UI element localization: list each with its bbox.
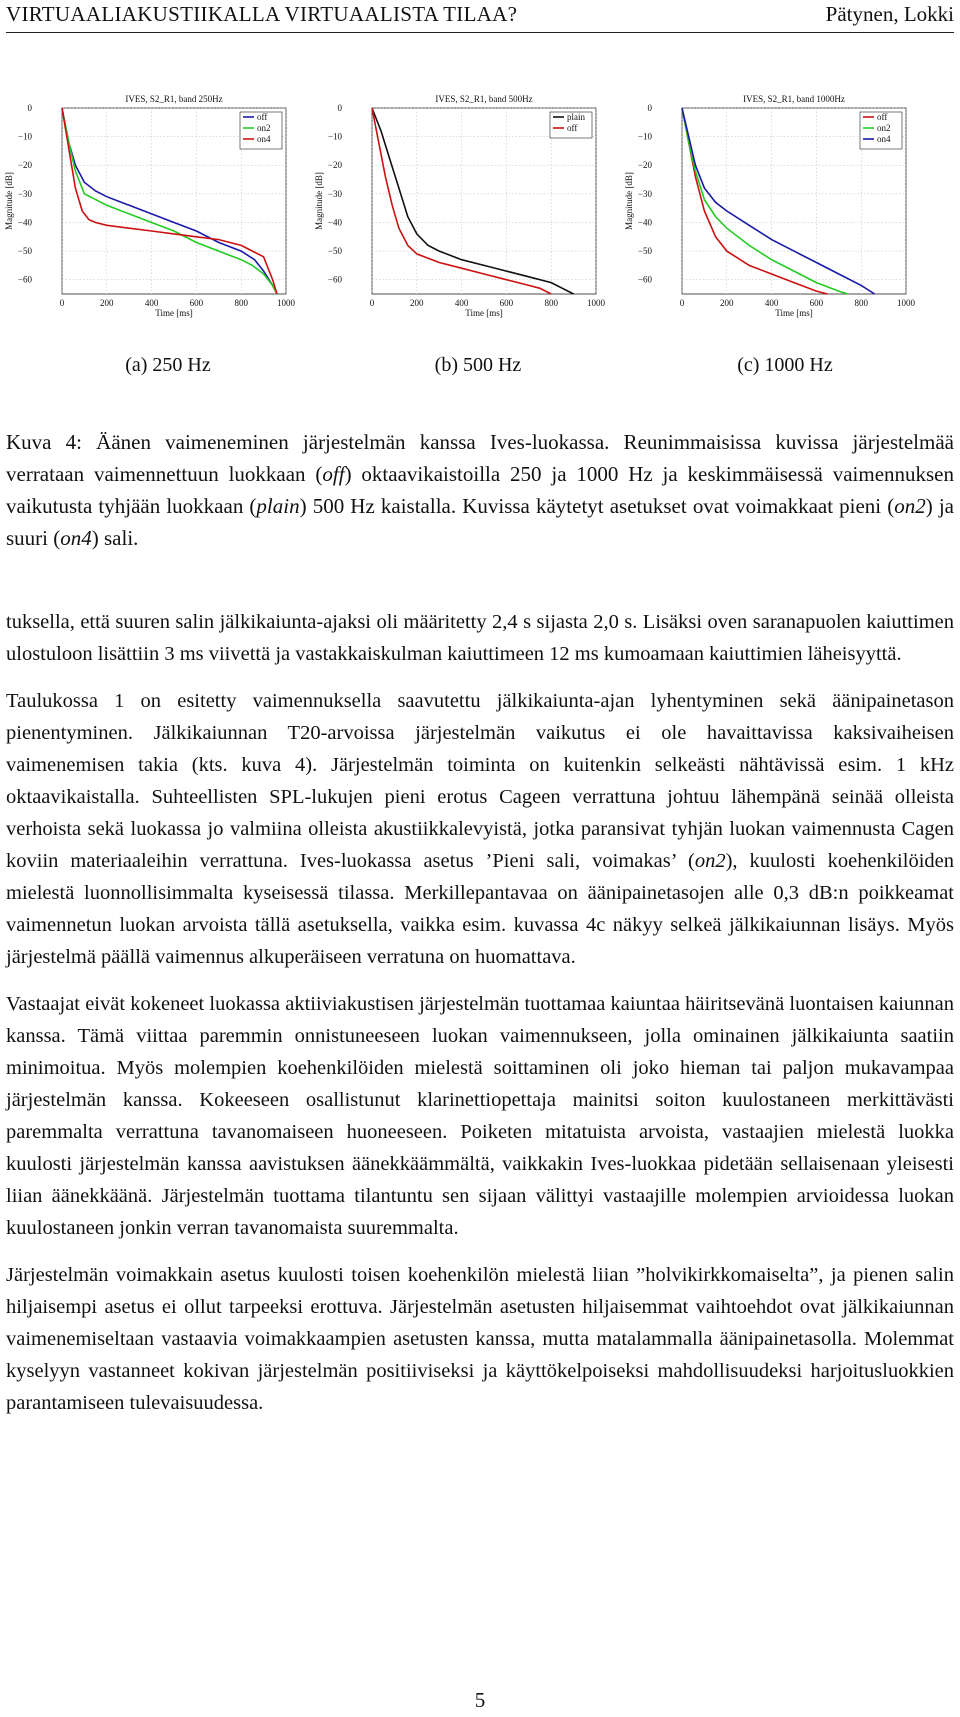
x-tick-label: 200 [720, 298, 734, 308]
figure-caption: Kuva 4: Äänen vaimeneminen järjestelmän kanssa Ives-luokassa. Reunimmaisissa kuvissa järjestelmää verrataan vaimennettuun luokkaan (off) oktaavikaistoilla 250 ja 1000 Hz ja keskimmäisessä vaimennuksen vaikutusta tyhjään luokkaan (plain) 500 Hz kaistalla. Kuvissa käytetyt asetukset ovat voimakkaat pieni (on2) ja suuri (on4) sali. [6, 430, 955, 550]
x-tick-label: 1000 [897, 298, 915, 308]
x-tick-label: 0 [369, 298, 375, 308]
y-axis-label: Magnitude [dB] [4, 172, 14, 230]
y-tick-label: −10 [637, 131, 652, 142]
y-axis-label: Magnitude [dB] [314, 172, 324, 230]
chart-title: IVES, S2_R1, band 250Hz [125, 94, 223, 104]
x-axis-label: Time [ms] [155, 308, 193, 318]
x-axis-label: Time [ms] [775, 308, 813, 318]
running-header [6, 2, 954, 33]
series-line-off [682, 108, 828, 294]
paragraph: Taulukossa 1 on esitetty vaimennuksella saavutettu jälkikaiunta-ajan lyhentyminen sekä äänipainetason pienentyminen. Jälkikaiunnan T20-arvoissa järjestelmän vaikutus ei ole havaittavissa kaksivaiheisen vaimenemisen takia (kts. kuva 4). Järjestelmän toiminta on kuitenkin selkeästi nähtävissä esim. 1 kHz oktaavikaistalla. Suhteellisten SPL-lukujen pieni erotus Cageen verrattuna johtuu lähempänä seinää olleista verhoista sekä luokassa jo valmiina olleista akustiikkalevyistä, jotka paransivat tyhjän luokan vaimennusta Cagen koviin materiaaleihin verrattuna. Ives-luokassa asetus ’Pieni sali, voimakas’ (on2), kuulosti koehenkilöiden mielestä luonnollisimmalta kyseisessä tilassa. Merkillepantavaa on äänipainetasojen alle 0,3 dB:n poikkeamat vaimennetun luokan arvoista tällä asetuksella, vaikka esim. kuvassa 4c näkyy selkeä jälkikaiunnan lisäys. Myös järjestelmä päällä vaimennus alkuperäiseen verratuna on huomattava. [6, 690, 954, 968]
y-tick-label: 0 [647, 103, 652, 113]
x-tick-label: 0 [679, 298, 685, 308]
y-tick-label: −40 [327, 217, 342, 228]
x-tick-label: 600 [499, 298, 514, 308]
x-tick-label: 400 [144, 298, 159, 308]
decay-chart-250hz [0, 86, 310, 341]
y-tick-label: −40 [17, 217, 32, 228]
subcaption-a: (a) 250 Hz [125, 354, 211, 376]
paragraph: Vastaajat eivät kokeneet luokassa aktiiviakustisen järjestelmän tuottamaa kaiuntaa häiritsevänä luontaisen kaiunnan kanssa. Tämä viittaa paremmin onnistuneeseen luokan vaimennukseen, jolla ominainen jälkikaiunta saatiin minimoitua. Myös molempien koehenkilöiden mielestä soittaminen oli joko hieman tai paljon mukavampaa järjestelmän kanssa. Kokeeseen osallistunut klarinettiopettaja mainitsi soiton kuulostaneen merkittävästi paremmalta verrattuna tavanomaiseen huoneeseen. Poiketen mitatuista arvoista, vastaajien mielestä luokka kuulosti järjestelmän kanssa aavistuksen äänekkäämmältä, vaikkakin Ives-luokkaa pidetään sellaisenaan yleisesti liian äänekkäänä. Järjestelmän tuottama tilantuntu sen sijaan välittyi vastaajille molempien arvioidessa luokan kuulostaneen jonkin verran tavanomaista suuremmalta. [6, 993, 954, 1239]
y-tick-label: −30 [637, 188, 652, 199]
x-tick-label: 200 [100, 298, 114, 308]
y-tick-label: −10 [327, 131, 342, 142]
y-tick-label: −60 [327, 274, 342, 285]
legend-label: plain [567, 112, 585, 122]
legend-label: on2 [877, 123, 891, 133]
y-tick-label: −10 [17, 131, 32, 142]
legend-label: on2 [257, 123, 271, 133]
chart-panel-b [310, 86, 620, 376]
x-tick-label: 600 [189, 298, 204, 308]
y-tick-label: 0 [27, 103, 32, 113]
x-tick-label: 400 [764, 298, 779, 308]
series-line-plain [372, 108, 574, 294]
x-tick-label: 0 [59, 298, 65, 308]
y-tick-label: −20 [637, 160, 652, 171]
y-axis-label: Magnitude [dB] [624, 172, 634, 230]
paragraph: tuksella, että suuren salin jälkikaiunta-ajaksi oli määritetty 2,4 s sijasta 2,0 s. Lisäksi oven saranapuolen kaiuttimen ulostuloon lisättiin 3 ms viivettä ja vastakkaiskulman kaiuttimeen 12 ms kumoamaan kaiuttimien läheisyyttä. [6, 611, 954, 665]
x-tick-label: 600 [809, 298, 824, 308]
legend-label: off [257, 112, 268, 122]
subcaption-c: (c) 1000 Hz [737, 354, 833, 376]
decay-chart-1000hz [620, 86, 930, 341]
x-tick-label: 800 [234, 298, 248, 308]
running-authors: Pätynen, Lokki [825, 2, 954, 26]
y-tick-label: −50 [327, 246, 342, 257]
y-tick-label: −50 [17, 246, 32, 257]
legend-label: off [877, 112, 888, 122]
chart-panel-a [0, 86, 310, 376]
series-line-on4 [682, 108, 875, 294]
y-tick-label: −50 [637, 246, 652, 257]
y-tick-label: −40 [637, 217, 652, 228]
y-tick-label: −60 [637, 274, 652, 285]
page-number: 5 [474, 1688, 486, 1712]
x-tick-label: 1000 [277, 298, 295, 308]
x-axis-label: Time [ms] [465, 308, 503, 318]
x-tick-label: 400 [454, 298, 469, 308]
y-tick-label: −60 [17, 274, 32, 285]
x-tick-label: 800 [544, 298, 558, 308]
body-text [6, 606, 954, 1434]
legend-label: off [567, 123, 578, 133]
y-tick-label: 0 [337, 103, 342, 113]
x-tick-label: 800 [854, 298, 868, 308]
y-tick-label: −30 [17, 188, 32, 199]
x-tick-label: 200 [410, 298, 424, 308]
chart-title: IVES, S2_R1, band 500Hz [435, 94, 533, 104]
chart-title: IVES, S2_R1, band 1000Hz [743, 94, 845, 104]
y-tick-label: −20 [17, 160, 32, 171]
subcaption-b: (b) 500 Hz [434, 354, 522, 376]
x-tick-label: 1000 [587, 298, 605, 308]
legend-label: on4 [877, 134, 891, 144]
running-title: VIRTUAALIAKUSTIIKALLA VIRTUAALISTA TILAA? [6, 2, 518, 26]
decay-chart-500hz [310, 86, 620, 341]
y-tick-label: −20 [327, 160, 342, 171]
chart-panel-c [620, 86, 930, 376]
paragraph: Järjestelmän voimakkain asetus kuulosti toisen koehenkilön mielestä liian ”holvikirkkomaiselta”, ja pienen salin hiljaisempi asetus ei ollut tarpeeksi erottuva. Järjestelmän asetusten hiljaisemmat vaihtoehdot ovat jälkikaiunnan vaimenemiseltaan vastaavia voimakkaampien asetusten kanssa, mutta matalammalla äänipainetasolla. Molemmat kyselyyn vastanneet kokivan järjestelmän positiiviseksi ja käyttökelpoiseksi mahdollisuudeksi harjoitusluokkien parantamiseen tulevaisuudessa. [6, 1264, 954, 1414]
legend-label: on4 [257, 134, 271, 144]
y-tick-label: −30 [327, 188, 342, 199]
